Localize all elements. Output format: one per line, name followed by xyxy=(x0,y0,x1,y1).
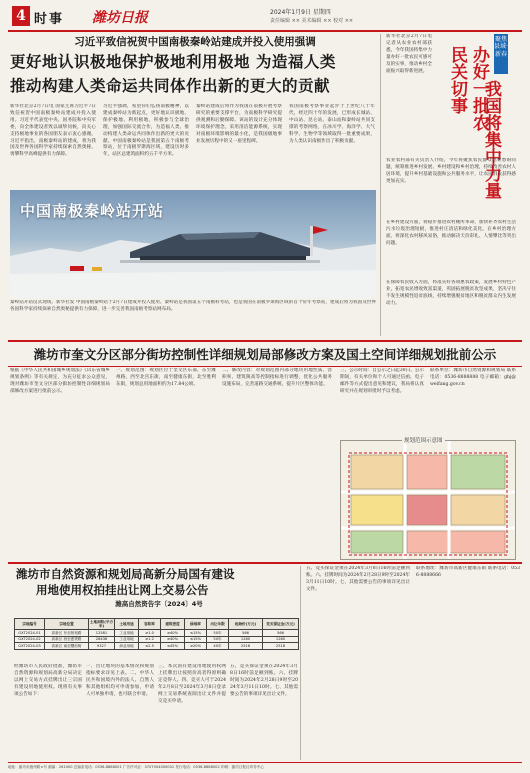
table-row xyxy=(15,643,299,650)
table-cell: GXT2024-02 xyxy=(15,636,45,643)
column-header: 起始价(万元) xyxy=(229,619,263,630)
table-cell: ≥40% xyxy=(161,630,185,637)
table-cell: 9327 xyxy=(89,643,115,650)
feature-body-intro: 新华社北京2月7日电 记者从农业农村部获悉，今年我国将集中力量办好一批农民可感可及的实事，推动乡村全面振兴取得新进展。 xyxy=(386,34,432,74)
planning-map xyxy=(340,440,516,560)
editor-line: 责任编辑 ×× 美术编辑 ×× 校对 ×× xyxy=(270,18,354,24)
column-header: 建筑密度 xyxy=(161,619,185,630)
table-cell: ≤15% xyxy=(185,630,207,637)
table-cell: 2518 xyxy=(229,643,263,650)
table-cell: 566 xyxy=(263,630,299,637)
column-header: 宗地位置 xyxy=(45,619,89,630)
photo-title: 中国南极秦岭站开站 xyxy=(20,202,165,220)
masthead xyxy=(8,4,522,32)
column-header: 宗地编号 xyxy=(15,619,45,630)
column-header: 竞买保证金(万元) xyxy=(263,619,299,630)
column-header: 土地用途 xyxy=(115,619,139,630)
planning-notice-title: 潍坊市奎文分区部分街坊控制性详细规划局部修改方案及国土空间详细规划批前公示 xyxy=(33,347,497,362)
planning-body-col-1: 根据《中华人民共和国城乡规划法》《山东省城乡规划条例》等有关规定，为充分征求公众意见，现对潍坊市奎文分区部分街坊控制性详细规划局部修改方案进行批前公示。 xyxy=(10,368,110,394)
lead-headline-line-1: 更好地认识极地保护极地利用极地 为造福人类 xyxy=(10,52,336,71)
news-photo xyxy=(10,190,376,298)
land-body-col-4: 五、竞买保证金须在2024年3月8日16时前足额到账。六、挂牌时间为2024年2月28日9时至2024年3月11日10时。七、其他需要公告的事项详见出让文件。 xyxy=(230,664,298,697)
table-cell: 2518 xyxy=(263,643,299,650)
table-cell: ≤15% xyxy=(185,636,207,643)
land-notice-number: 潍高自然资告字〔2024〕4号 xyxy=(115,600,203,608)
table-cell: 商业用地 xyxy=(115,643,139,650)
land-notice-title-line-2: 用地使用权拍挂出让网上交易公告 xyxy=(36,583,209,597)
column-header: 土地面积(平方米) xyxy=(89,619,114,629)
table-row xyxy=(15,636,299,643)
lead-body-col-1: 新华社北京2月7日电 国家主席习近平7日致信祝贺中国南极秦岭站建成并投入使用。习近平代表党中央、国务院和中央军委，向全体建设者致以诚挚问候，向关心支持极地事业的各国朋友表示衷心感谢。习近平指出，南极秦岭站的建成，将为我国及世界各国科学家持续探索自然奥秘、勇攀科学高峰提供有力保障。 xyxy=(10,104,96,158)
land-body-col-3: 三、本次国有建设用地使用权网上挂牌出让按照价高者得原则确定竞得人。四、竞买人可于2024年2月8日至2024年3月8日登录网上交易系统查阅出让文件并提交竞买申请。 xyxy=(158,664,226,704)
table-cell: 工业用地 xyxy=(115,630,139,637)
feature-body-col-2: 在乡村建设方面，将稳步推进农村厕所革命，加快补齐农村生活污水垃圾治理短板，推进村庄清洁和绿化美化。在乡村治理方面，将深化农村移风易俗，推动解决天价彩礼、人情攀比等突出问题。 xyxy=(386,220,516,246)
table-cell: 1280 xyxy=(229,636,263,643)
section-name: 时事 xyxy=(34,12,65,27)
table-cell: 40年 xyxy=(207,643,229,650)
column-header: 出让年限 xyxy=(207,619,229,630)
planning-map-label: 规划范围示意图 xyxy=(404,438,443,444)
table-cell: ≥1.2 xyxy=(139,636,161,643)
feature-body-col-1: 农业农村部有关负责人介绍，今年将聚焦农民群众急难愁盼问题，统筹推进乡村发展、乡村建设和乡村治理，持续改善农村人居环境，提升乡村基础设施和公共服务水平，让农民群众获得感更加充实。 xyxy=(386,158,516,184)
table-cell: GXT2024-03 xyxy=(15,643,45,650)
planning-map-drawing xyxy=(341,441,515,559)
lead-kicker: 习近平致信祝贺中国南极秦岭站建成并投入使用强调 xyxy=(74,36,316,48)
feature-body-col-3: 在保障农民收入方面，将落实好各项惠农政策，发展乡村特色产业，拓宽农民增收致富渠道，巩固拓展脱贫攻坚成果，坚决守住不发生规模性返贫底线，持续增强脱贫地区和脱贫群众内生发展动力。 xyxy=(386,280,516,306)
table-cell: 高新区 东至规划路 xyxy=(45,630,89,637)
planning-body-col-5: 联系单位：潍坊市自然资源和规划局 联系电话：0536-8888888 电子邮箱：ghj@weifang.gov.cn xyxy=(430,368,516,387)
page-footer: 地址：潍坊市潍州路×号 邮编：261000 总编室电话：0536-8888001 广告许可证：3707004000001 发行电话：0536-8888002 印刷：潍坊日报社印务中心 xyxy=(8,762,522,773)
planning-body-col-4: 三、公示时间：自公示之日起30日。公示期间，有关单位和个人可通过信函、电子邮件等方式提出意见和建议，我局将认真研究并在规划审批时予以考虑。 xyxy=(340,368,424,394)
table-cell: ≤2.5 xyxy=(139,643,161,650)
land-column-divider xyxy=(300,566,301,760)
table-cell: 12581 xyxy=(89,630,115,637)
table-row xyxy=(15,630,299,637)
photo-caption: 秦岭站开站仪式现场。新华社发 中国南极秦岭站于2月7日建成并投入使用。秦岭站是我国第五个南极科考站，也是我国在南极罗斯海区域的首个常年考察站，建成后将为我国及世界各国科学家持续探索自然奥秘提供有力保障，进一步完善我国南极考察站网布局。 xyxy=(10,300,376,312)
table-cell: ≥40% xyxy=(161,636,185,643)
column-divider xyxy=(380,34,381,336)
land-body-col-5: 五、竞买保证金须在2024年3月8日16时前足额到账。六、挂牌时间为2024年2月28日9时至2024年3月11日10时。七、其他需要公告的事项详见出让文件。 xyxy=(306,566,410,592)
feature-headline-line-2: 我国将集中力量 xyxy=(481,80,501,199)
table-cell: ≥1.0 xyxy=(139,630,161,637)
table-cell: 50年 xyxy=(207,636,229,643)
lead-headline xyxy=(10,50,376,98)
table-cell: ≥20% xyxy=(185,643,207,650)
table-cell: GXT2024-01 xyxy=(15,630,45,637)
table-cell: 28436 xyxy=(89,636,115,643)
land-notice-title-line-1: 潍坊市自然资源和规划局高新分局国有建设 xyxy=(16,567,235,581)
lead-body-col-3: 秦岭站建成后将作为我国在南极开展考察研究的重要支撑平台，为南极科学研究提供观测和后勤保障。该站的设计充分体现环境保护理念，采用清洁能源系统，实现对南极环境影响的最小化，是我国极地事业发展历程中的又一座里程碑。 xyxy=(196,104,282,144)
table-cell: 高新区 南至樱前街 xyxy=(45,643,89,650)
table-cell: 工业用地 xyxy=(115,636,139,643)
planning-body-col-2: 一、规划范围：规划区位于奎文区东部，东至潍州路，西至北宫东街，南至健康东街，北至胜利东街，规划总用地面积约为17.84公顷。 xyxy=(116,368,216,387)
feature-headline-line-1: 办好一批农民关切事 xyxy=(447,46,489,131)
land-body-col-1: 经潍坊市人民政府批准，潍坊市自然资源和规划局高新分局决定以网上交易方式挂牌出让三宗国有建设用地使用权。现将有关事项公告如下： xyxy=(14,664,82,697)
table-header-row xyxy=(15,619,299,630)
paper-name: 潍坊日报 xyxy=(92,10,148,26)
table-cell: 1280 xyxy=(263,636,299,643)
lead-headline-line-2: 推动构建人类命运共同体作出新的更大的贡献 xyxy=(10,76,331,95)
page-number: 4 xyxy=(12,6,30,26)
lead-body-col-2: 习近平强调，希望你们弘扬南极精神，以建成秦岭站为新起点，更好地认识极地、保护极地、利用极地，积极参与全球治理，加强国际交流合作，为造福人类、推动构建人类命运共同体作出新的更大的贡献。中国南极秦岭站是我国第五个南极考察站，位于南极罗斯海区域，建设历时多年，站区总建筑面积约五千平方米。 xyxy=(103,104,189,158)
column-tag: 聚焦县域·新春 xyxy=(494,34,508,74)
table-cell: ≤45% xyxy=(161,643,185,650)
land-parcel-table xyxy=(14,618,299,650)
land-body-col-6: 联系地址：潍坊市高新区健康东街 联系电话：0536-8888666 xyxy=(416,566,520,578)
lead-body-col-4: 我国南极考察事业起步于上世纪八十年代，经过四十年的发展，已形成长城站、中山站、昆仑站、泰山站和秦岭站共同支撑的考察网络，在冰川学、海洋学、大气科学、生物学等领域取得一批重要成果，为人类认识南极作出了积极贡献。 xyxy=(289,104,375,144)
table-cell: 50年 xyxy=(207,630,229,637)
land-body-col-2: 一、出让地块的基本情况和规划指标要求详见上表。二、中华人民共和国境内外的法人、自然人和其他组织均可申请参加，申请人可单独申请，也可联合申请。 xyxy=(86,664,154,697)
planning-body-col-3: 二、修改内容：对规划范围内部分地块用地性质、容积率、建筑限高等控制指标进行调整，优化公共服务设施布局，完善道路交通系统，提升片区整体功能。 xyxy=(222,368,332,387)
table-cell: 高新区 西至惠贤路 xyxy=(45,636,89,643)
table-cell: 566 xyxy=(229,630,263,637)
column-header: 容积率 xyxy=(139,619,161,630)
column-header: 绿地率 xyxy=(185,619,207,630)
planning-notice-banner xyxy=(8,340,522,367)
issue-date: 2024年1月9日 星期四 xyxy=(270,9,331,16)
